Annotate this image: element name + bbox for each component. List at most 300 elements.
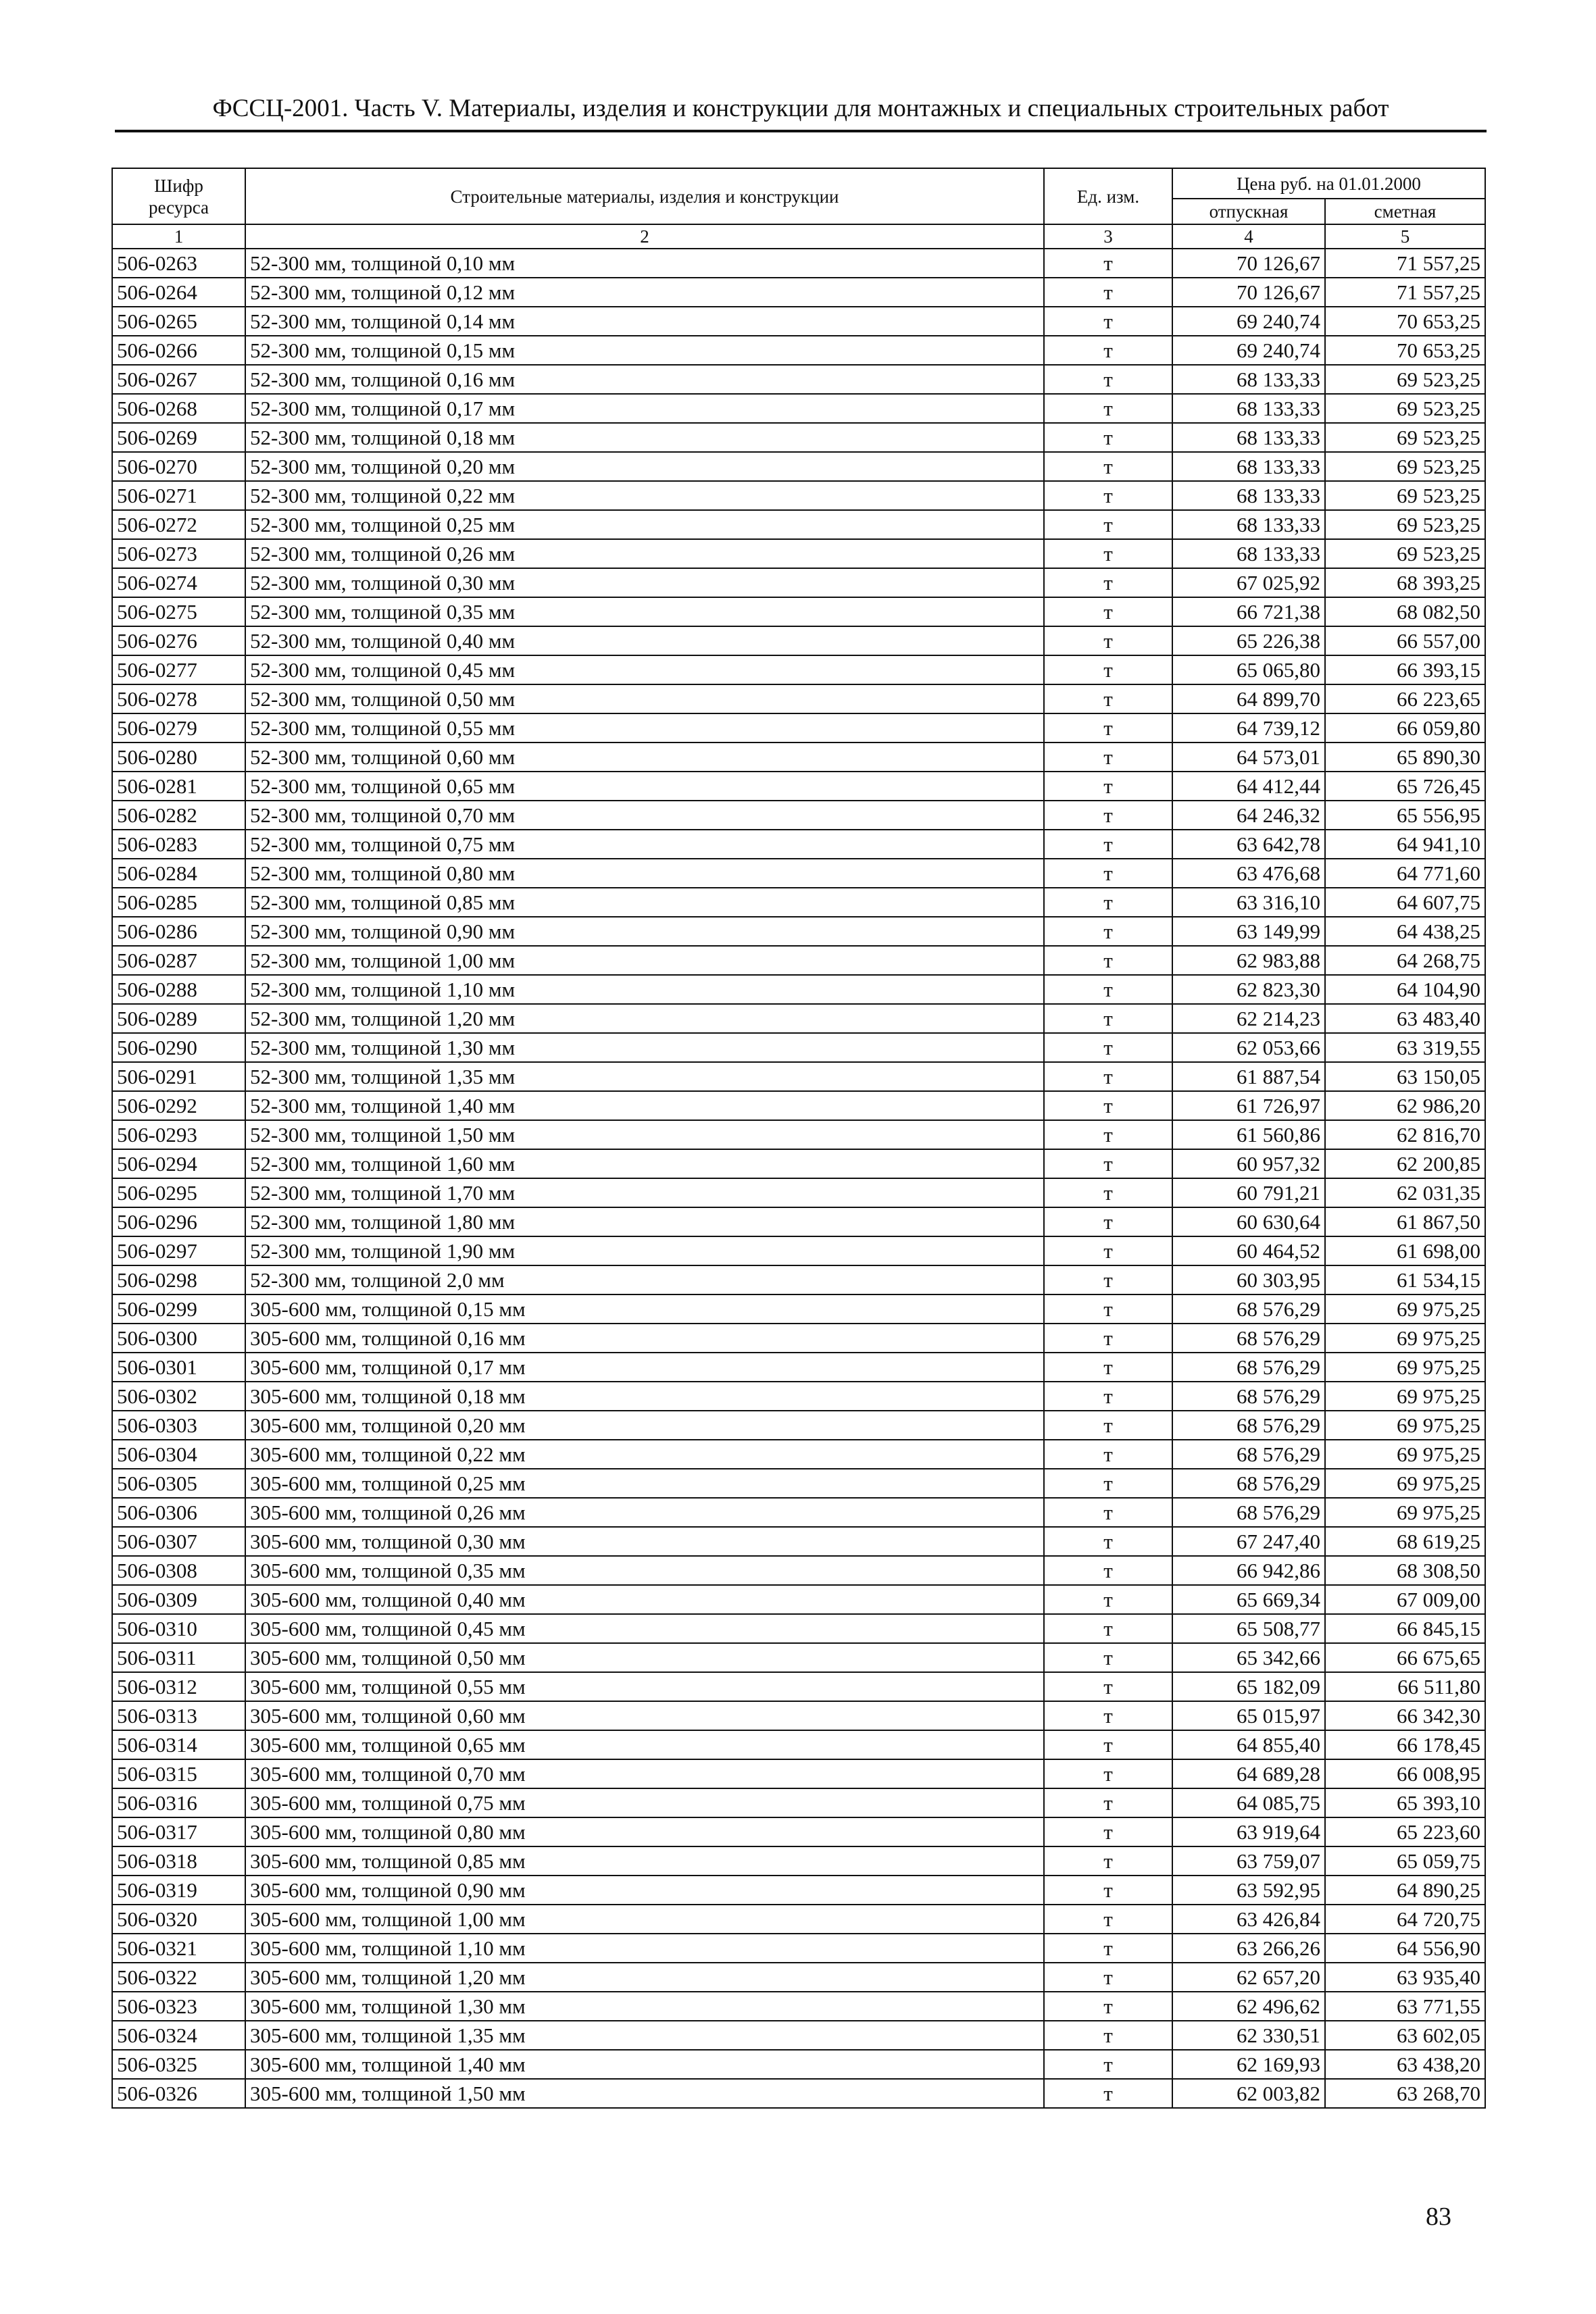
unit-cell: т [1044,917,1172,946]
estimate-price: 63 771,55 [1325,1992,1485,2021]
release-price: 64 573,01 [1172,743,1325,772]
estimate-price: 64 941,10 [1325,830,1485,859]
unit-cell: т [1044,336,1172,365]
resource-code: 506-0318 [112,1846,245,1876]
resource-code: 506-0312 [112,1672,245,1701]
material-name: 305-600 мм, толщиной 1,30 мм [245,1992,1044,2021]
table-row [112,307,1485,336]
table-row [112,1353,1485,1382]
release-price: 65 226,38 [1172,626,1325,655]
unit-cell: т [1044,626,1172,655]
material-name: 52-300 мм, толщиной 0,70 мм [245,801,1044,830]
estimate-price: 64 438,25 [1325,917,1485,946]
estimate-price: 65 059,75 [1325,1846,1485,1876]
material-name: 305-600 мм, толщиной 1,35 мм [245,2021,1044,2050]
table-row [112,1440,1485,1469]
estimate-price: 63 150,05 [1325,1062,1485,1091]
estimate-price: 65 556,95 [1325,801,1485,830]
unit-cell: т [1044,1004,1172,1033]
release-price: 60 464,52 [1172,1236,1325,1265]
estimate-price: 64 720,75 [1325,1905,1485,1934]
release-price: 61 887,54 [1172,1062,1325,1091]
release-price: 62 496,62 [1172,1992,1325,2021]
material-name: 52-300 мм, толщиной 0,80 мм [245,859,1044,888]
material-name: 305-600 мм, толщиной 0,26 мм [245,1498,1044,1527]
estimate-price: 66 393,15 [1325,655,1485,684]
unit-cell: т [1044,1934,1172,1963]
table-row [112,510,1485,539]
release-price: 70 126,67 [1172,278,1325,307]
release-price: 63 919,64 [1172,1817,1325,1846]
table-row [112,1411,1485,1440]
resource-code: 506-0275 [112,597,245,626]
resource-code: 506-0280 [112,743,245,772]
material-name: 52-300 мм, толщиной 1,70 мм [245,1178,1044,1207]
estimate-price: 71 557,25 [1325,249,1485,278]
estimate-price: 68 619,25 [1325,1527,1485,1556]
unit-cell: т [1044,1817,1172,1846]
table-row [112,568,1485,597]
resource-code: 506-0286 [112,917,245,946]
table-row [112,626,1485,655]
resource-code: 506-0305 [112,1469,245,1498]
unit-cell: т [1044,452,1172,481]
estimate-price: 62 986,20 [1325,1091,1485,1120]
header-release-price: отпускная [1172,199,1325,224]
unit-cell: т [1044,1905,1172,1934]
release-price: 65 182,09 [1172,1672,1325,1701]
release-price: 68 133,33 [1172,394,1325,423]
table-row [112,1846,1485,1876]
unit-cell: т [1044,1701,1172,1730]
material-name: 52-300 мм, толщиной 0,20 мм [245,452,1044,481]
unit-cell: т [1044,597,1172,626]
header-estimate-price: сметная [1325,199,1485,224]
unit-cell: т [1044,1469,1172,1498]
unit-cell: т [1044,1382,1172,1411]
material-name: 52-300 мм, толщиной 1,30 мм [245,1033,1044,1062]
release-price: 62 053,66 [1172,1033,1325,1062]
unit-cell: т [1044,307,1172,336]
release-price: 63 642,78 [1172,830,1325,859]
estimate-price: 63 268,70 [1325,2079,1485,2108]
resource-code: 506-0269 [112,423,245,452]
unit-cell: т [1044,510,1172,539]
resource-code: 506-0310 [112,1614,245,1643]
release-price: 62 983,88 [1172,946,1325,975]
resource-code: 506-0295 [112,1178,245,1207]
unit-cell: т [1044,394,1172,423]
table-row [112,1382,1485,1411]
estimate-price: 66 845,15 [1325,1614,1485,1643]
release-price: 68 576,29 [1172,1353,1325,1382]
estimate-price: 64 771,60 [1325,859,1485,888]
table-row [112,859,1485,888]
estimate-price: 62 200,85 [1325,1149,1485,1178]
table-row [112,423,1485,452]
unit-cell: т [1044,801,1172,830]
table-row [112,888,1485,917]
unit-cell: т [1044,1876,1172,1905]
material-name: 52-300 мм, толщиной 0,26 мм [245,539,1044,568]
resource-code: 506-0301 [112,1353,245,1382]
unit-cell: т [1044,1527,1172,1556]
estimate-price: 64 890,25 [1325,1876,1485,1905]
table-row [112,481,1485,510]
estimate-price: 63 438,20 [1325,2050,1485,2079]
release-price: 68 133,33 [1172,539,1325,568]
column-number: 4 [1172,224,1325,249]
estimate-price: 71 557,25 [1325,278,1485,307]
release-price: 64 899,70 [1172,684,1325,713]
release-price: 63 316,10 [1172,888,1325,917]
resource-code: 506-0276 [112,626,245,655]
release-price: 67 025,92 [1172,568,1325,597]
material-name: 305-600 мм, толщиной 0,55 мм [245,1672,1044,1701]
estimate-price: 63 602,05 [1325,2021,1485,2050]
resource-code: 506-0315 [112,1759,245,1788]
unit-cell: т [1044,772,1172,801]
release-price: 65 669,34 [1172,1585,1325,1614]
unit-cell: т [1044,278,1172,307]
table-row [112,1817,1485,1846]
estimate-price: 68 393,25 [1325,568,1485,597]
resource-code: 506-0320 [112,1905,245,1934]
material-name: 52-300 мм, толщиной 0,40 мм [245,626,1044,655]
header-code: Шифр ресурса [112,168,245,224]
table-row [112,278,1485,307]
material-name: 52-300 мм, толщиной 0,85 мм [245,888,1044,917]
release-price: 63 149,99 [1172,917,1325,946]
table-row [112,772,1485,801]
unit-cell: т [1044,684,1172,713]
estimate-price: 64 556,90 [1325,1934,1485,1963]
estimate-price: 64 104,90 [1325,975,1485,1004]
unit-cell: т [1044,1265,1172,1294]
unit-cell: т [1044,423,1172,452]
estimate-price: 69 975,25 [1325,1353,1485,1382]
release-price: 67 247,40 [1172,1527,1325,1556]
estimate-price: 67 009,00 [1325,1585,1485,1614]
unit-cell: т [1044,1759,1172,1788]
estimate-price: 62 031,35 [1325,1178,1485,1207]
material-name: 305-600 мм, толщиной 1,50 мм [245,2079,1044,2108]
release-price: 60 957,32 [1172,1149,1325,1178]
table-row [112,1934,1485,1963]
resource-code: 506-0299 [112,1294,245,1324]
unit-cell: т [1044,1207,1172,1236]
material-name: 52-300 мм, толщиной 1,10 мм [245,975,1044,1004]
table-row [112,1265,1485,1294]
resource-code: 506-0321 [112,1934,245,1963]
release-price: 63 759,07 [1172,1846,1325,1876]
estimate-price: 61 534,15 [1325,1265,1485,1294]
material-name: 52-300 мм, толщиной 1,20 мм [245,1004,1044,1033]
table-row [112,1643,1485,1672]
resource-code: 506-0284 [112,859,245,888]
release-price: 68 133,33 [1172,365,1325,394]
resource-code: 506-0319 [112,1876,245,1905]
material-name: 52-300 мм, толщиной 0,22 мм [245,481,1044,510]
resource-code: 506-0263 [112,249,245,278]
material-name: 52-300 мм, толщиной 0,90 мм [245,917,1044,946]
release-price: 66 721,38 [1172,597,1325,626]
resource-code: 506-0325 [112,2050,245,2079]
estimate-price: 69 523,25 [1325,452,1485,481]
release-price: 64 855,40 [1172,1730,1325,1759]
release-price: 64 412,44 [1172,772,1325,801]
material-name: 52-300 мм, толщиной 0,25 мм [245,510,1044,539]
unit-cell: т [1044,249,1172,278]
table-row [112,1236,1485,1265]
material-name: 305-600 мм, толщиной 0,17 мм [245,1353,1044,1382]
table-row [112,830,1485,859]
unit-cell: т [1044,1643,1172,1672]
material-name: 305-600 мм, толщиной 1,00 мм [245,1905,1044,1934]
material-name: 305-600 мм, толщиной 0,45 мм [245,1614,1044,1643]
price-table [111,168,1486,2109]
column-number: 2 [245,224,1044,249]
table-row [112,684,1485,713]
material-name: 52-300 мм, толщиной 1,90 мм [245,1236,1044,1265]
estimate-price: 63 483,40 [1325,1004,1485,1033]
estimate-price: 69 523,25 [1325,510,1485,539]
unit-cell: т [1044,1498,1172,1527]
estimate-price: 68 308,50 [1325,1556,1485,1585]
table-row [112,1033,1485,1062]
unit-cell: т [1044,655,1172,684]
unit-cell: т [1044,1062,1172,1091]
release-price: 64 689,28 [1172,1759,1325,1788]
unit-cell: т [1044,1120,1172,1149]
release-price: 62 657,20 [1172,1963,1325,1992]
unit-cell: т [1044,1411,1172,1440]
material-name: 305-600 мм, толщиной 0,70 мм [245,1759,1044,1788]
material-name: 305-600 мм, толщиной 0,18 мм [245,1382,1044,1411]
resource-code: 506-0292 [112,1091,245,1120]
release-price: 68 576,29 [1172,1469,1325,1498]
estimate-price: 68 082,50 [1325,597,1485,626]
table-row [112,597,1485,626]
release-price: 68 133,33 [1172,423,1325,452]
resource-code: 506-0326 [112,2079,245,2108]
resource-code: 506-0306 [112,1498,245,1527]
table-row [112,1730,1485,1759]
material-name: 52-300 мм, толщиной 1,50 мм [245,1120,1044,1149]
estimate-price: 64 607,75 [1325,888,1485,917]
resource-code: 506-0298 [112,1265,245,1294]
column-number: 1 [112,224,245,249]
estimate-price: 69 523,25 [1325,365,1485,394]
resource-code: 506-0294 [112,1149,245,1178]
unit-cell: т [1044,946,1172,975]
unit-cell: т [1044,1846,1172,1876]
resource-code: 506-0302 [112,1382,245,1411]
release-price: 69 240,74 [1172,336,1325,365]
release-price: 63 476,68 [1172,859,1325,888]
table-row [112,539,1485,568]
unit-cell: т [1044,975,1172,1004]
resource-code: 506-0265 [112,307,245,336]
table-row [112,1004,1485,1033]
table-row [112,249,1485,278]
release-price: 62 003,82 [1172,2079,1325,2108]
table-row [112,1992,1485,2021]
material-name: 305-600 мм, толщиной 0,90 мм [245,1876,1044,1905]
release-price: 65 342,66 [1172,1643,1325,1672]
unit-cell: т [1044,743,1172,772]
unit-cell: т [1044,1440,1172,1469]
resource-code: 506-0323 [112,1992,245,2021]
estimate-price: 66 675,65 [1325,1643,1485,1672]
table-row [112,2021,1485,2050]
release-price: 65 015,97 [1172,1701,1325,1730]
table-row [112,1905,1485,1934]
release-price: 68 576,29 [1172,1440,1325,1469]
table-row [112,655,1485,684]
estimate-price: 69 523,25 [1325,394,1485,423]
table-row [112,1120,1485,1149]
release-price: 68 133,33 [1172,452,1325,481]
material-name: 52-300 мм, толщиной 1,35 мм [245,1062,1044,1091]
estimate-price: 66 342,30 [1325,1701,1485,1730]
estimate-price: 69 523,25 [1325,423,1485,452]
table-row [112,1498,1485,1527]
table-row [112,365,1485,394]
table-row [112,801,1485,830]
resource-code: 506-0273 [112,539,245,568]
estimate-price: 69 975,25 [1325,1382,1485,1411]
table-row [112,713,1485,743]
unit-cell: т [1044,1324,1172,1353]
resource-code: 506-0316 [112,1788,245,1817]
table-row [112,2079,1485,2108]
estimate-price: 63 319,55 [1325,1033,1485,1062]
release-price: 63 592,95 [1172,1876,1325,1905]
material-name: 52-300 мм, толщиной 0,18 мм [245,423,1044,452]
release-price: 68 133,33 [1172,481,1325,510]
material-name: 52-300 мм, толщиной 0,14 мм [245,307,1044,336]
material-name: 52-300 мм, толщиной 0,12 мм [245,278,1044,307]
resource-code: 506-0314 [112,1730,245,1759]
release-price: 61 560,86 [1172,1120,1325,1149]
table-row [112,1294,1485,1324]
unit-cell: т [1044,888,1172,917]
estimate-price: 66 059,80 [1325,713,1485,743]
release-price: 63 266,26 [1172,1934,1325,1963]
unit-cell: т [1044,2021,1172,2050]
table-row [112,1324,1485,1353]
material-name: 305-600 мм, толщиной 0,65 мм [245,1730,1044,1759]
material-name: 52-300 мм, толщиной 0,30 мм [245,568,1044,597]
resource-code: 506-0308 [112,1556,245,1585]
unit-cell: т [1044,1091,1172,1120]
table-row [112,1876,1485,1905]
material-name: 305-600 мм, толщиной 0,80 мм [245,1817,1044,1846]
unit-cell: т [1044,539,1172,568]
unit-cell: т [1044,1992,1172,2021]
resource-code: 506-0264 [112,278,245,307]
release-price: 68 576,29 [1172,1411,1325,1440]
release-price: 63 426,84 [1172,1905,1325,1934]
resource-code: 506-0287 [112,946,245,975]
table-row [112,946,1485,975]
release-price: 66 942,86 [1172,1556,1325,1585]
release-price: 60 630,64 [1172,1207,1325,1236]
resource-code: 506-0322 [112,1963,245,1992]
release-price: 70 126,67 [1172,249,1325,278]
estimate-price: 61 698,00 [1325,1236,1485,1265]
material-name: 305-600 мм, толщиной 0,35 мм [245,1556,1044,1585]
table-row [112,1062,1485,1091]
estimate-price: 63 935,40 [1325,1963,1485,1992]
estimate-price: 62 816,70 [1325,1120,1485,1149]
resource-code: 506-0304 [112,1440,245,1469]
unit-cell: т [1044,2079,1172,2108]
resource-code: 506-0288 [112,975,245,1004]
unit-cell: т [1044,1788,1172,1817]
table-row [112,1207,1485,1236]
estimate-price: 64 268,75 [1325,946,1485,975]
resource-code: 506-0293 [112,1120,245,1149]
estimate-price: 66 557,00 [1325,626,1485,655]
material-name: 52-300 мм, толщиной 0,60 мм [245,743,1044,772]
material-name: 305-600 мм, толщиной 0,75 мм [245,1788,1044,1817]
material-name: 52-300 мм, толщиной 2,0 мм [245,1265,1044,1294]
unit-cell: т [1044,2050,1172,2079]
material-name: 305-600 мм, толщиной 1,10 мм [245,1934,1044,1963]
material-name: 52-300 мм, толщиной 1,60 мм [245,1149,1044,1178]
resource-code: 506-0289 [112,1004,245,1033]
table-row [112,1963,1485,1992]
release-price: 69 240,74 [1172,307,1325,336]
resource-code: 506-0278 [112,684,245,713]
table-row [112,1149,1485,1178]
material-name: 305-600 мм, толщиной 0,60 мм [245,1701,1044,1730]
resource-code: 506-0271 [112,481,245,510]
material-name: 52-300 мм, толщиной 0,45 мм [245,655,1044,684]
release-price: 62 823,30 [1172,975,1325,1004]
page-number: 83 [1426,2203,1451,2231]
release-price: 64 739,12 [1172,713,1325,743]
release-price: 61 726,97 [1172,1091,1325,1120]
resource-code: 506-0297 [112,1236,245,1265]
release-price: 65 508,77 [1172,1614,1325,1643]
unit-cell: т [1044,1178,1172,1207]
resource-code: 506-0296 [112,1207,245,1236]
estimate-price: 70 653,25 [1325,336,1485,365]
table-row [112,1759,1485,1788]
unit-cell: т [1044,568,1172,597]
release-price: 60 303,95 [1172,1265,1325,1294]
table-row [112,975,1485,1004]
header-price-group: Цена руб. на 01.01.2000 [1172,168,1485,199]
material-name: 305-600 мм, толщиной 0,85 мм [245,1846,1044,1876]
unit-cell: т [1044,1556,1172,1585]
resource-code: 506-0307 [112,1527,245,1556]
unit-cell: т [1044,1614,1172,1643]
release-price: 62 214,23 [1172,1004,1325,1033]
material-name: 52-300 мм, толщиной 0,50 мм [245,684,1044,713]
estimate-price: 66 223,65 [1325,684,1485,713]
material-name: 52-300 мм, толщиной 1,80 мм [245,1207,1044,1236]
resource-code: 506-0270 [112,452,245,481]
material-name: 52-300 мм, толщиной 0,65 мм [245,772,1044,801]
resource-code: 506-0266 [112,336,245,365]
estimate-price: 66 008,95 [1325,1759,1485,1788]
release-price: 62 330,51 [1172,2021,1325,2050]
resource-code: 506-0300 [112,1324,245,1353]
